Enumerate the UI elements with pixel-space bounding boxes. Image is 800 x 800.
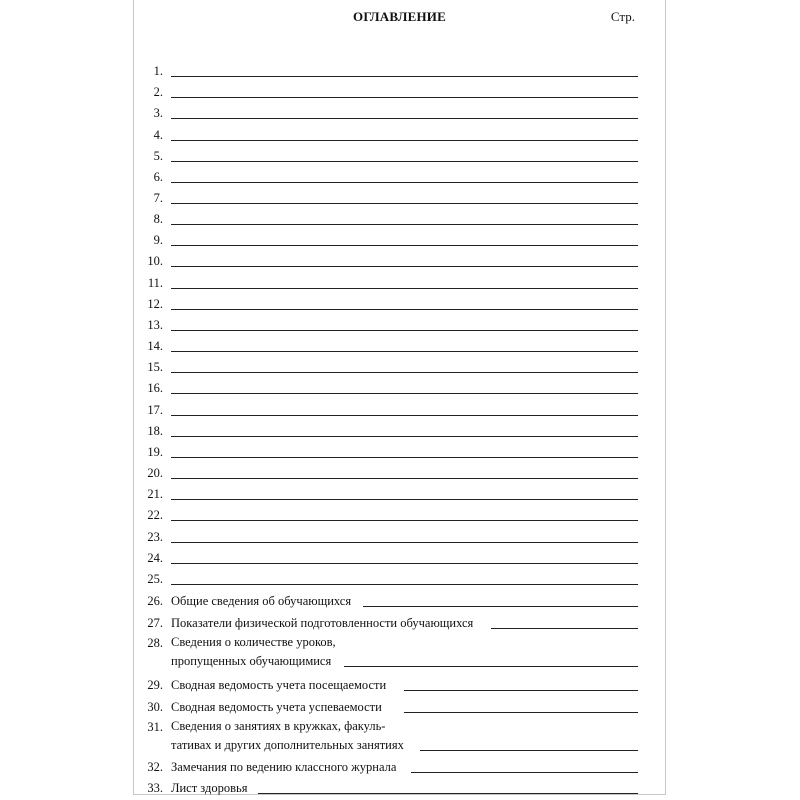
toc-row bbox=[134, 163, 667, 183]
entry-number: 32. bbox=[147, 760, 163, 774]
entry-label-continued: пропущенных обучающимися bbox=[171, 654, 332, 668]
row-fill-line bbox=[171, 140, 638, 141]
row-fill-line bbox=[171, 520, 638, 521]
toc-row bbox=[134, 290, 667, 310]
toc-row bbox=[134, 142, 667, 162]
row-number: 11. bbox=[147, 275, 163, 290]
row-number: 6. bbox=[153, 169, 163, 184]
toc-entry bbox=[134, 774, 667, 794]
toc-row bbox=[134, 501, 667, 521]
toc-row bbox=[134, 78, 667, 98]
row-number: 21. bbox=[147, 487, 163, 502]
row-number: 3. bbox=[153, 106, 163, 121]
toc-row bbox=[134, 99, 667, 119]
row-number: 7. bbox=[153, 191, 163, 205]
row-fill-line bbox=[171, 584, 638, 585]
entry-fill-line bbox=[404, 690, 638, 691]
entry-label: Показатели физической подготовленности обучающихся bbox=[171, 616, 474, 630]
toc-row bbox=[134, 459, 667, 479]
toc-row bbox=[134, 269, 667, 289]
row-number: 12. bbox=[147, 296, 163, 311]
row-fill-line bbox=[171, 499, 638, 500]
entry-fill-line bbox=[258, 793, 638, 794]
row-fill-line bbox=[171, 309, 638, 310]
toc-row bbox=[134, 438, 667, 458]
row-fill-line bbox=[171, 118, 638, 119]
toc-row bbox=[134, 480, 667, 500]
toc-row bbox=[134, 205, 667, 225]
toc-row bbox=[134, 332, 667, 352]
row-number: 17. bbox=[147, 402, 163, 417]
row-number: 13. bbox=[147, 317, 163, 332]
row-number: 4. bbox=[153, 127, 163, 142]
row-fill-line bbox=[171, 161, 638, 162]
row-number: 23. bbox=[147, 529, 163, 544]
row-number: 10. bbox=[147, 254, 163, 269]
entry-number: 30. bbox=[147, 700, 163, 714]
toc-row bbox=[134, 417, 667, 437]
toc-row bbox=[134, 565, 667, 585]
toc-row bbox=[134, 247, 667, 267]
row-number: 9. bbox=[153, 233, 163, 248]
entry-fill-line bbox=[404, 712, 638, 713]
toc-entry bbox=[134, 609, 667, 629]
entry-fill-line bbox=[411, 772, 638, 773]
row-number: 18. bbox=[147, 423, 163, 438]
toc-row bbox=[134, 544, 667, 564]
row-fill-line bbox=[171, 563, 638, 564]
toc-row bbox=[134, 353, 667, 373]
row-fill-line bbox=[171, 330, 638, 331]
row-number: 22. bbox=[147, 508, 163, 523]
row-fill-line bbox=[171, 97, 638, 98]
row-number: 2. bbox=[153, 85, 163, 100]
toc-entry bbox=[134, 671, 667, 691]
toc-entry bbox=[134, 587, 667, 607]
toc-row bbox=[134, 396, 667, 416]
entry-number: 27. bbox=[147, 616, 163, 630]
entry-label: Сводная ведомость учета успеваемости bbox=[171, 700, 382, 714]
row-number: 15. bbox=[147, 360, 163, 375]
row-fill-line bbox=[171, 542, 638, 543]
row-number: 16. bbox=[147, 381, 163, 396]
entry-label: Сведения о количестве уроков, bbox=[171, 635, 336, 649]
entry-fill-line bbox=[363, 606, 638, 607]
entry-number: 26. bbox=[147, 594, 163, 608]
row-fill-line bbox=[171, 478, 638, 479]
entry-fill-line bbox=[420, 750, 638, 751]
toc-row bbox=[134, 523, 667, 543]
row-fill-line bbox=[171, 224, 638, 225]
entry-fill-line bbox=[491, 628, 638, 629]
row-number: 8. bbox=[153, 212, 163, 227]
toc-row bbox=[134, 184, 667, 204]
row-fill-line bbox=[171, 393, 638, 394]
entry-label: Замечания по ведению классного журнала bbox=[171, 760, 397, 774]
entry-number: 33. bbox=[147, 781, 163, 795]
entry-number: 29. bbox=[147, 678, 163, 692]
row-number: 1. bbox=[153, 64, 163, 78]
toc-entry bbox=[134, 753, 667, 773]
entry-label: Сводная ведомость учета посещаемости bbox=[171, 678, 387, 692]
entry-label-continued: тативах и других дополнительных занятиях bbox=[171, 738, 404, 752]
row-fill-line bbox=[171, 76, 638, 77]
toc-row bbox=[134, 57, 667, 77]
row-number: 5. bbox=[153, 148, 163, 163]
toc-row bbox=[134, 121, 667, 141]
toc-row bbox=[134, 226, 667, 246]
toc-row bbox=[134, 311, 667, 331]
row-fill-line bbox=[171, 288, 638, 289]
toc-page bbox=[133, 0, 666, 795]
entry-label: Сведения о занятиях в кружках, факуль- bbox=[171, 719, 386, 733]
row-fill-line bbox=[171, 203, 638, 204]
page-column-header: Стр. bbox=[610, 9, 635, 24]
row-fill-line bbox=[171, 436, 638, 437]
toc-row bbox=[134, 374, 667, 394]
row-number: 25. bbox=[147, 571, 163, 586]
row-fill-line bbox=[171, 182, 638, 183]
row-fill-line bbox=[171, 266, 638, 267]
row-fill-line bbox=[171, 457, 638, 458]
page-title: ОГЛАВЛЕНИЕ bbox=[353, 9, 446, 24]
row-fill-line bbox=[171, 415, 638, 416]
row-number: 24. bbox=[147, 550, 163, 565]
toc-entry bbox=[134, 693, 667, 713]
row-fill-line bbox=[171, 351, 638, 352]
entry-number: 31. bbox=[147, 720, 163, 734]
row-number: 14. bbox=[147, 339, 163, 354]
row-fill-line bbox=[171, 245, 638, 246]
toc-entry bbox=[134, 635, 667, 668]
row-number: 19. bbox=[147, 444, 163, 459]
row-fill-line bbox=[171, 372, 638, 373]
entry-label: Лист здоровья bbox=[171, 781, 248, 795]
row-number: 20. bbox=[147, 466, 163, 480]
toc-entry bbox=[134, 719, 667, 752]
entry-label: Общие сведения об обучающихся bbox=[171, 594, 352, 608]
entry-fill-line bbox=[344, 666, 638, 667]
entry-number: 28. bbox=[147, 636, 163, 650]
